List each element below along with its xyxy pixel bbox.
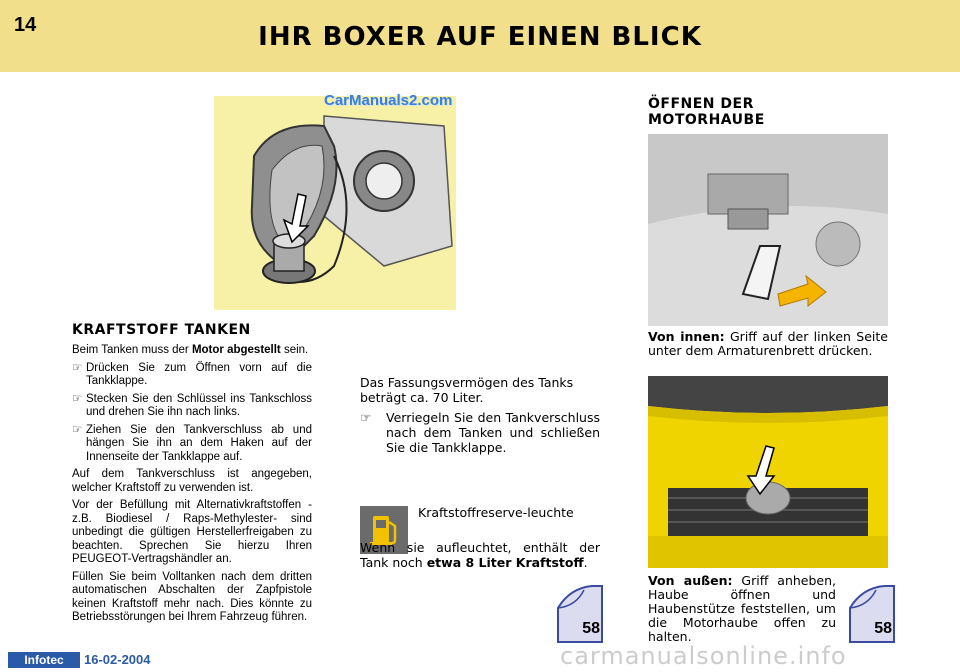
page-header bbox=[0, 0, 960, 72]
reserve-lamp-text: Wenn sie aufleuchtet, enthält der Tank noch etwa 8 Liter Kraftstoff. bbox=[360, 540, 600, 570]
fuel-type-note: Auf dem Tankverschluss ist angegeben, welcher Kraftstoff zu verwenden ist. bbox=[72, 468, 312, 494]
page-reference-number: 58 bbox=[582, 620, 600, 637]
watermark: CarManuals2.com bbox=[324, 92, 453, 109]
tank-capacity-heading: Das Fassungsvermögen des Tanks beträgt ca. 70 Liter. bbox=[360, 375, 574, 405]
page-reference-icon[interactable] bbox=[552, 584, 606, 644]
reserve-lamp-title: Kraftstoffreserve-leuchte bbox=[418, 505, 574, 520]
alternative-fuel-note: Vor der Befüllung mit Alternativkraftstoffen - z.B. Biodiesel / Raps-Methylester- sind unbedingt die gültigen Herstellerfreigaben zu beachten. Sprechen Sie hierzu Ihren PEUGEOT-Vertragshändler an. bbox=[72, 499, 312, 565]
pointing-hand-icon: ☞ bbox=[72, 361, 83, 374]
footer-date: 16-02-2004 bbox=[84, 652, 151, 667]
bonnet-outer-release-illustration bbox=[648, 376, 888, 568]
bonnet-inner-release-illustration bbox=[648, 134, 888, 326]
refill-note: Füllen Sie beim Volltanken nach dem dritten automatischen Abschalten der Zapfpistole keinen Kraftstoff mehr nach. Dies könnte zu Betriebsstörungen bei Ihrem Fahrzeug führen. bbox=[72, 570, 312, 623]
fuel-body bbox=[72, 344, 312, 629]
tank-lock-step: ☞ Verriegeln Sie den Tankverschluss nach dem Tanken und schließen Sie die Tankklappe. bbox=[360, 410, 600, 455]
fuel-cap-illustration bbox=[214, 96, 456, 310]
engine-off-emphasis: Motor abgestellt bbox=[191, 344, 281, 356]
infotec-logo: Infotec bbox=[8, 652, 80, 668]
fuel-section-title: KRAFTSTOFF TANKEN bbox=[72, 322, 251, 338]
fuel-step: ☞ Stecken Sie den Schlüssel ins Tankschloss und drehen Sie ihn nach links. bbox=[72, 392, 312, 418]
page-title: IHR BOXER AUF EINEN BLICK bbox=[258, 22, 702, 52]
bonnet-outside-instruction: Von außen: Griff anheben, Haube öffnen und Haubenstütze feststellen, um die Motorhaube offen zu halten. bbox=[648, 573, 837, 644]
fuel-intro: Beim Tanken muss der Motor abgestellt sein. bbox=[72, 344, 309, 356]
footer-watermark: carmanualsonline.info bbox=[560, 642, 847, 670]
page-number: 14 bbox=[14, 14, 37, 36]
bonnet-section-title: ÖFFNEN DER MOTORHAUBE bbox=[648, 96, 765, 128]
page-reference-number: 58 bbox=[874, 620, 892, 637]
pointing-hand-icon: ☞ bbox=[72, 423, 83, 436]
page-reference-icon[interactable] bbox=[844, 584, 898, 644]
pointing-hand-icon: ☞ bbox=[360, 410, 372, 425]
bonnet-inside-instruction: Von innen: Griff auf der linken Seite unter dem Armaturenbrett drücken. bbox=[648, 329, 888, 358]
fuel-step: ☞ Ziehen Sie den Tankverschluss ab und hängen Sie ihn an dem Haken auf der Innenseite der Tankklappe auf. bbox=[72, 423, 312, 463]
fuel-step: ☞ Drücken Sie zum Öffnen vorn auf die Tankklappe. bbox=[72, 361, 312, 387]
pointing-hand-icon: ☞ bbox=[72, 392, 83, 405]
